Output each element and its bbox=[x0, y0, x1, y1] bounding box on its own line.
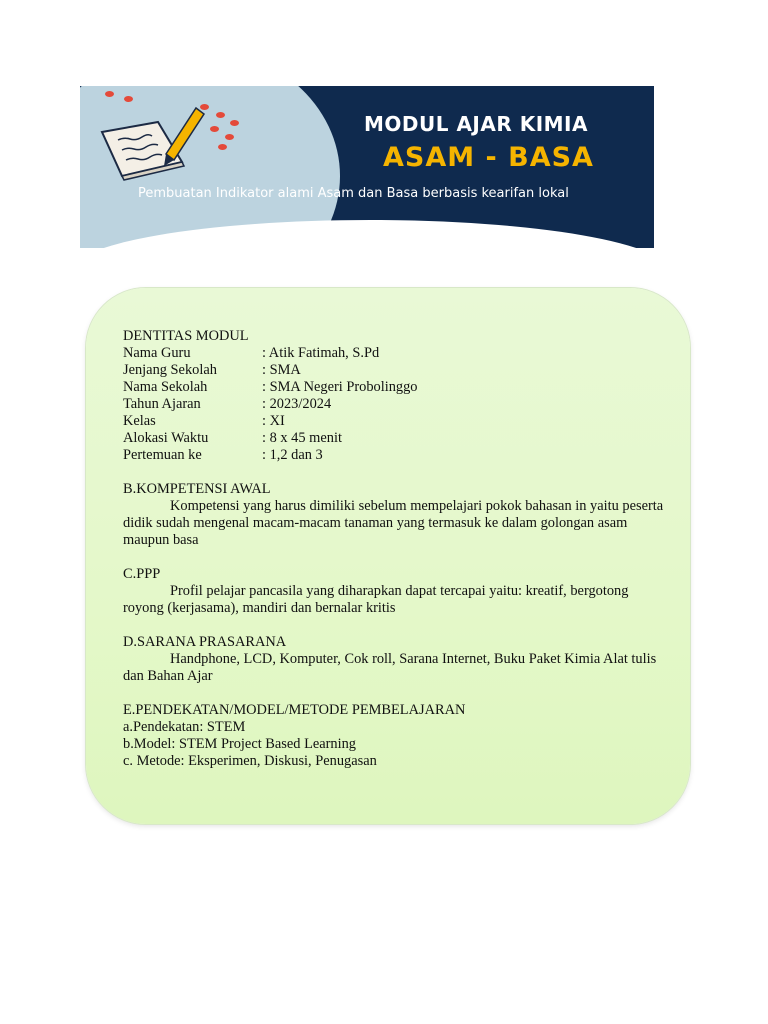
pendekatan-heading: E.PENDEKATAN/MODEL/METODE PEMBELAJARAN bbox=[123, 702, 466, 718]
identity-row bbox=[123, 447, 668, 464]
identity-label: Jenjang Sekolah bbox=[123, 362, 217, 378]
confetti-dot bbox=[210, 126, 219, 132]
book-pen-icon bbox=[100, 104, 210, 184]
header-banner bbox=[80, 86, 654, 248]
kompetensi-text: Kompetensi yang harus dimiliki sebelum mempelajari pokok bahasan in yaitu peserta didik sudah mengenal macam-macam tanaman yang termasuk ke dalam golongan asam maupun basa bbox=[123, 498, 664, 548]
identity-value: : XI bbox=[262, 413, 285, 429]
sarana-text: Handphone, LCD, Komputer, Cok roll, Sarana Internet, Buku Paket Kimia Alat tulis dan Bahan Ajar bbox=[123, 651, 657, 684]
identity-value: : SMA Negeri Probolinggo bbox=[262, 379, 418, 395]
identity-value: : 2023/2024 bbox=[262, 396, 332, 412]
pendekatan-item: a.Pendekatan: STEM bbox=[123, 719, 246, 735]
confetti-dot bbox=[218, 144, 227, 150]
confetti-dot bbox=[225, 134, 234, 140]
identity-row bbox=[123, 362, 668, 379]
ppp-text: Profil pelajar pancasila yang diharapkan dapat tercapai yaitu: kreatif, bergotong royong (kerjasama), mandiri dan bernalar kritis bbox=[123, 583, 629, 616]
banner-title: MODUL AJAR KIMIA bbox=[364, 112, 588, 136]
identity-value: : SMA bbox=[262, 362, 301, 378]
identity-label: Nama Guru bbox=[123, 345, 191, 361]
identity-label: Tahun Ajaran bbox=[123, 396, 201, 412]
identity-row bbox=[123, 396, 668, 413]
identity-row bbox=[123, 413, 668, 430]
identity-heading: DENTITAS MODUL bbox=[123, 328, 249, 344]
pendekatan-item: c. Metode: Eksperimen, Diskusi, Penugasan bbox=[123, 753, 377, 769]
sarana-heading: D.SARANA PRASARANA bbox=[123, 634, 287, 650]
confetti-dot bbox=[216, 112, 225, 118]
banner-subtitle: Pembuatan Indikator alami Asam dan Basa berbasis kearifan lokal bbox=[138, 186, 569, 201]
identity-value: : 8 x 45 menit bbox=[262, 430, 342, 446]
identity-row bbox=[123, 379, 668, 396]
kompetensi-heading: B.KOMPETENSI AWAL bbox=[123, 481, 271, 497]
identity-row bbox=[123, 345, 668, 362]
confetti-dot bbox=[124, 96, 133, 102]
banner-subject-title: ASAM - BASA bbox=[383, 142, 594, 173]
identity-label: Pertemuan ke bbox=[123, 447, 202, 463]
identity-row bbox=[123, 430, 668, 447]
identity-value: : Atik Fatimah, S.Pd bbox=[262, 345, 380, 361]
identity-value: : 1,2 dan 3 bbox=[262, 447, 323, 463]
confetti-dot bbox=[230, 120, 239, 126]
confetti-dot bbox=[200, 104, 209, 110]
ppp-heading: C.PPP bbox=[123, 566, 161, 582]
pendekatan-item: b.Model: STEM Project Based Learning bbox=[123, 736, 357, 752]
module-content bbox=[123, 328, 668, 770]
identity-label: Nama Sekolah bbox=[123, 379, 208, 395]
identity-label: Alokasi Waktu bbox=[123, 430, 209, 446]
confetti-dot bbox=[105, 91, 114, 97]
identity-label: Kelas bbox=[123, 413, 156, 429]
